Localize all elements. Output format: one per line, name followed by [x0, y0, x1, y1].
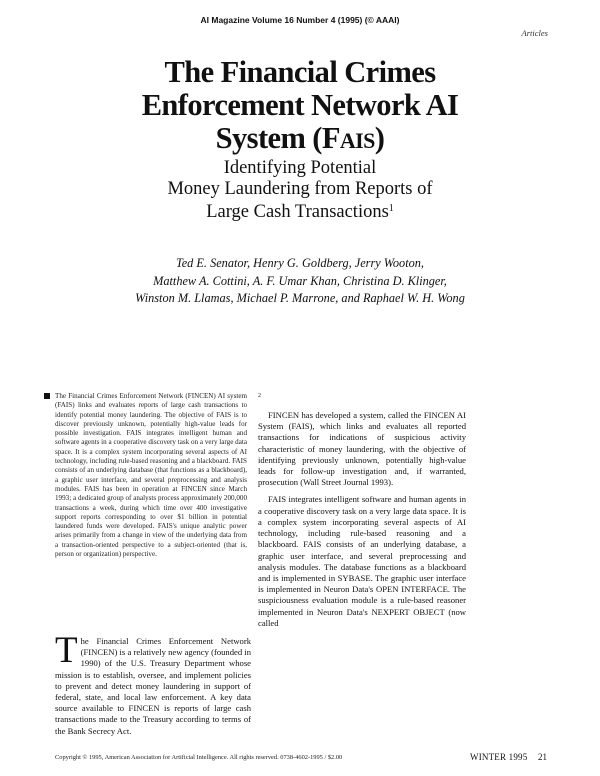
article-title [0, 56, 600, 157]
body-column-right [258, 391, 466, 635]
subtitle-line-1: Identifying Potential [223, 158, 377, 178]
abstract-text: The Financial Crimes Enforcement Network (FINCEN) AI system (FAIS) links and evaluates reports of large cash transactions to identify potential money laundering. The objective of FAIS is to discover previously unknown, potentially high-value leads for possible investigation. FAIS integrates intelligent human and software agents in a cooperative discovery task on a very large data space. It is a complex system incorporating several aspects of AI technology, including rule-based reasoning and a blackboard. FAIS consists of an underlying database (that functions as a blackboard), a graphic user interface, and several preprocessing and analysis modules. FAIS has been in operation at FINCEN since March 1993; a dedicated group of analysts process approximately 200,000 transactions a week, during which time over 400 investigative support reports corresponding to over $1 billion in potential laundered funds were developed. FAIS's unique analytic power arises primarily from a change in view of the underlying data from a transaction-oriented perspective to a subject-oriented (that is, person or organization) perspective. [55, 392, 247, 559]
copyright-notice: Copyright © 1995, American Association for Artificial Intelligence. All rights reserved. 0738-4602-1995 / $2.00 [55, 754, 343, 761]
intro-paragraph-continued [258, 391, 466, 404]
intro-paragraph: he Financial Crimes Enforcement Network (FINCEN) is a relatively new agency (founded in 1990) of the U.S. Treasury Department whose mission is to establish, oversee, and implement policies to prevent and detect money laundering in support of federal, state, and local law enforcement. A key data source available to FINCEN is reports of large cash transactions made to the Treasury according to terms of the Bank Secrecy Act. [55, 636, 251, 736]
title-line-2: Enforcement Network AI [141, 88, 459, 122]
title-initial: F [321, 121, 340, 155]
title-line-1: The Financial Crimes [164, 55, 436, 89]
article-subtitle [0, 158, 600, 223]
author-line-3: Winston M. Llamas, Michael P. Marrone, and Raphael W. H. Wong [135, 291, 465, 306]
subtitle-footnote-marker: 1 [388, 203, 394, 214]
author-list [0, 255, 600, 308]
subtitle-line-2: Money Laundering from Reports of [167, 178, 433, 199]
author-line-1: Ted E. Senator, Henry G. Goldberg, Jerry Wooton, [176, 256, 424, 270]
subtitle-line-3-text: Large Cash Transactions [206, 202, 389, 222]
title-line-3 [0, 122, 600, 157]
abstract [55, 392, 247, 559]
journal-citation: AI Magazine Volume 16 Number 4 (1995) (© AAAI) [200, 15, 400, 25]
issue-label: WINTER 1995 [470, 752, 528, 762]
abstract-bullet-icon [44, 393, 50, 399]
drop-cap: T [55, 630, 78, 671]
subtitle-line-3 [0, 199, 600, 223]
paragraph-2: FINCEN has developed a system, called the FINCEN AI System (FAIS), which links and evaluates all reported transactions for indications of suspicious activity characteristic of money laundering, with the objective of identifying previously unknown, potentially high-value leads for follow-up investigation and, if warranted, prosecution (Wall Street Journal 1993). [258, 410, 466, 488]
author-line-2: Matthew A. Cottini, A. F. Umar Khan, Christina D. Klinger, [153, 273, 447, 288]
page-number: 21 [538, 752, 547, 762]
intro-footnote-marker: 2 [258, 393, 261, 399]
title-line-3-prefix: System ( [215, 121, 322, 155]
paragraph-3: FAIS integrates intelligent software and human agents in a cooperative discovery task on a very large data space. It is a complex system incorporating several aspects of AI technology, including rule-based reasoning and a blackboard. FAIS consists of an underlying database, a graphic user interface, and several preprocessing and analysis modules. The database functions as a blackboard and is implemented in SYBASE. The graphic user interface is implemented in Neuron Data's OPEN INTERFACE. The suspiciousness evaluation module is a rule-based reasoner implemented in Neuron Data's NEXPERT OBJECT (now called [258, 494, 466, 628]
section-label: Articles [521, 28, 548, 38]
body-column-left [55, 630, 251, 737]
title-smallcaps: AIS [339, 128, 375, 153]
title-line-3-suffix: ) [374, 121, 385, 155]
